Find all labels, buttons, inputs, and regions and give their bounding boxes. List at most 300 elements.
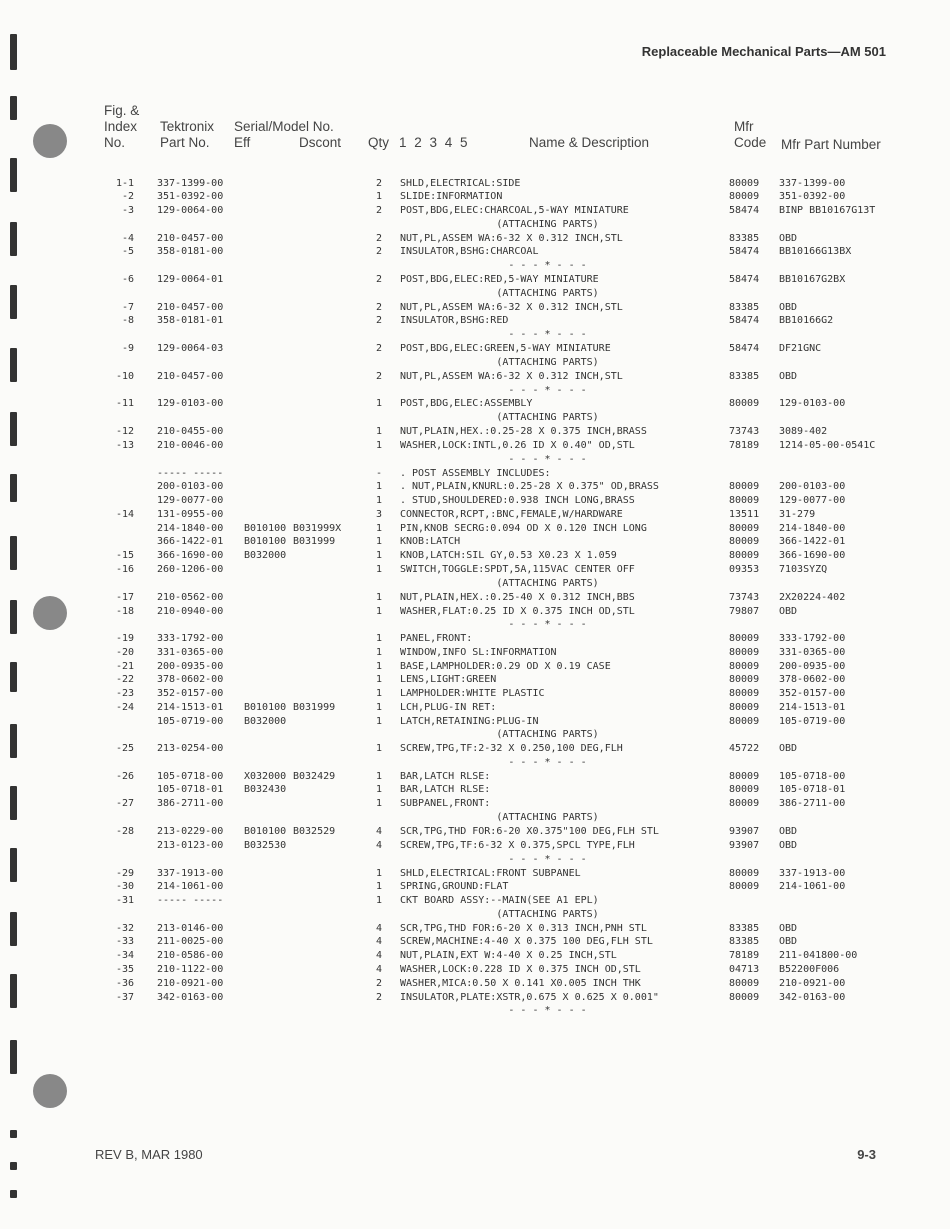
cell-mfrpart: OBD [779, 826, 798, 837]
col-head-qty: Qty [368, 135, 390, 150]
cell-part: ----- ----- [157, 468, 224, 479]
cell-qty: 1 [376, 606, 383, 617]
cell-part: 210-0940-00 [157, 606, 224, 617]
cell-name: POST,BDG,ELEC:RED,5-WAY MINIATURE [400, 274, 599, 285]
binder-mark [10, 1040, 17, 1074]
cell-name: WASHER,MICA:0.50 X 0.141 X0.005 INCH THK [400, 978, 641, 989]
cell-eff: B032430 [244, 784, 287, 795]
cell-qty: 2 [376, 315, 383, 326]
parts-row [0, 233, 950, 247]
cell-mfrpart: 351-0392-00 [779, 191, 846, 202]
parts-row [0, 371, 950, 385]
cell-part: 213-0254-00 [157, 743, 224, 754]
cell-qty: 2 [376, 992, 383, 1003]
cell-mfr: 80009 [729, 688, 760, 699]
cell-mfrpart: OBD [779, 923, 798, 934]
cell-mfr: 58474 [729, 315, 760, 326]
cell-fig: -15 [115, 550, 134, 561]
cell-part: 211-0025-00 [157, 936, 224, 947]
cell-part: 129-0064-01 [157, 274, 224, 285]
parts-row [0, 757, 950, 771]
cell-mfr: 93907 [729, 826, 760, 837]
cell-name: PANEL,FRONT: [400, 633, 473, 644]
parts-row [0, 881, 950, 895]
cell-fig: -10 [115, 371, 134, 382]
parts-row [0, 550, 950, 564]
cell-qty: - [376, 468, 383, 479]
cell-fig: -5 [121, 246, 134, 257]
cell-mfrpart: 366-1690-00 [779, 550, 846, 561]
cell-name: BASE,LAMPHOLDER:0.29 OD X 0.19 CASE [400, 661, 611, 672]
cell-eff: X032000 [244, 771, 287, 782]
cell-qty: 2 [376, 302, 383, 313]
cell-name: INSULATOR,PLATE:XSTR,0.675 X 0.625 X 0.001" [400, 992, 659, 1003]
cell-fig: -29 [115, 868, 134, 879]
cell-fig: -17 [115, 592, 134, 603]
cell-name: INSULATOR,BSHG:RED [400, 315, 509, 326]
parts-row [0, 909, 950, 923]
parts-row [0, 205, 950, 219]
cell-mfr: 83385 [729, 233, 760, 244]
parts-row [0, 606, 950, 620]
cell-qty: 1 [376, 633, 383, 644]
cell-part: 213-0123-00 [157, 840, 224, 851]
cell-qty: 1 [376, 688, 383, 699]
cell-qty: 1 [376, 647, 383, 658]
cell-part: 210-0455-00 [157, 426, 224, 437]
parts-row [0, 784, 950, 798]
cell-fig: -34 [115, 950, 134, 961]
parts-row [0, 868, 950, 882]
cell-eff: B032000 [244, 550, 287, 561]
col-head-name-description: Name & Description [529, 135, 650, 150]
parts-row [0, 468, 950, 482]
cell-mfr: 80009 [729, 178, 760, 189]
col-head-serial-model: Serial/Model No. [234, 119, 334, 134]
parts-row [0, 412, 950, 426]
cell-name: LCH,PLUG-IN RET: [400, 702, 497, 713]
cell-name: LATCH,RETAINING:PLUG-IN [400, 716, 539, 727]
cell-mfrpart: 210-0921-00 [779, 978, 846, 989]
cell-name: INSULATOR,BSHG:CHARCOAL [400, 246, 539, 257]
cell-mfr: 73743 [729, 592, 760, 603]
page-number: 9-3 [857, 1147, 876, 1162]
cell-mfrpart: OBD [779, 371, 798, 382]
cell-name: PIN,KNOB SECRG:0.094 OD X 0.120 INCH LONG [400, 523, 647, 534]
parts-row [0, 302, 950, 316]
cell-name: NUT,PLAIN,EXT W:4-40 X 0.25 INCH,STL [400, 950, 617, 961]
parts-row [0, 716, 950, 730]
cell-name: KNOB:LATCH [400, 536, 461, 547]
parts-row [0, 923, 950, 937]
col-head-mfr-part-number: Mfr Part Number [781, 137, 881, 152]
parts-row [0, 688, 950, 702]
cell-qty: 1 [376, 191, 383, 202]
cell-name: NUT,PL,ASSEM WA:6-32 X 0.312 INCH,STL [400, 371, 623, 382]
cell-qty: 4 [376, 936, 383, 947]
parts-row [0, 481, 950, 495]
cell-mfrpart: BB10167G2BX [779, 274, 846, 285]
cell-part: 342-0163-00 [157, 992, 224, 1003]
cell-name: (ATTACHING PARTS) [400, 812, 599, 823]
cell-fig: -22 [115, 674, 134, 685]
cell-name: SCREW,TPG,TF:6-32 X 0.375,SPCL TYPE,FLH [400, 840, 635, 851]
cell-name: SLIDE:INFORMATION [400, 191, 503, 202]
parts-row [0, 178, 950, 192]
parts-row [0, 674, 950, 688]
cell-fig: -12 [115, 426, 134, 437]
cell-qty: 1 [376, 868, 383, 879]
parts-row [0, 564, 950, 578]
cell-part: 210-0457-00 [157, 302, 224, 313]
cell-name: POST,BDG,ELEC:GREEN,5-WAY MINIATURE [400, 343, 611, 354]
cell-name: SPRING,GROUND:FLAT [400, 881, 509, 892]
cell-mfrpart: OBD [779, 302, 798, 313]
cell-mfrpart: OBD [779, 840, 798, 851]
cell-qty: 2 [376, 233, 383, 244]
cell-name: SHLD,ELECTRICAL:FRONT SUBPANEL [400, 868, 581, 879]
cell-name: NUT,PLAIN,HEX.:0.25-28 X 0.375 INCH,BRASS [400, 426, 647, 437]
cell-name: POST,BDG,ELEC:CHARCOAL,5-WAY MINIATURE [400, 205, 629, 216]
cell-name: NUT,PL,ASSEM WA:6-32 X 0.312 INCH,STL [400, 302, 623, 313]
col-head-fig-index [104, 103, 139, 151]
cell-mfr: 58474 [729, 205, 760, 216]
parts-row [0, 964, 950, 978]
cell-mfr: 80009 [729, 523, 760, 534]
col-head-line: Fig. & [104, 103, 140, 118]
cell-fig: -37 [115, 992, 134, 1003]
cell-mfr: 09353 [729, 564, 760, 575]
cell-qty: 1 [376, 881, 383, 892]
cell-mfr: 80009 [729, 784, 760, 795]
col-head-line: Tektronix [160, 119, 215, 134]
cell-mfrpart: 7103SYZQ [779, 564, 828, 575]
cell-part: 129-0077-00 [157, 495, 224, 506]
cell-eff: B010100 [244, 826, 287, 837]
revision-footer: REV B, MAR 1980 [95, 1147, 203, 1162]
cell-qty: 1 [376, 440, 383, 451]
parts-row [0, 398, 950, 412]
binder-mark [10, 96, 17, 120]
cell-fig: -27 [115, 798, 134, 809]
binder-mark [10, 1130, 17, 1138]
cell-eff: B010100 [244, 702, 287, 713]
cell-qty: 1 [376, 716, 383, 727]
parts-row [0, 274, 950, 288]
cell-name: BAR,LATCH RLSE: [400, 784, 491, 795]
cell-fig: -9 [121, 343, 134, 354]
cell-fig: -30 [115, 881, 134, 892]
cell-fig: -28 [115, 826, 134, 837]
cell-mfrpart: DF21GNC [779, 343, 822, 354]
cell-mfr: 80009 [729, 633, 760, 644]
cell-mfrpart: 2X20224-402 [779, 592, 846, 603]
cell-name: (ATTACHING PARTS) [400, 219, 599, 230]
parts-row [0, 592, 950, 606]
cell-qty: 4 [376, 950, 383, 961]
cell-part: 214-1840-00 [157, 523, 224, 534]
cell-qty: 1 [376, 661, 383, 672]
cell-mfr: 58474 [729, 343, 760, 354]
cell-fig: -8 [121, 315, 134, 326]
parts-row [0, 426, 950, 440]
cell-mfr: 80009 [729, 992, 760, 1003]
cell-mfr: 45722 [729, 743, 760, 754]
cell-fig: -3 [121, 205, 134, 216]
parts-row [0, 619, 950, 633]
cell-eff: B010100 [244, 523, 287, 534]
cell-name: - - - * - - - [400, 1005, 587, 1016]
cell-mfr: 80009 [729, 495, 760, 506]
cell-mfrpart: BB10166G13BX [779, 246, 852, 257]
cell-qty: 1 [376, 398, 383, 409]
col-head-dscont: Dscont [299, 135, 342, 150]
cell-qty: 1 [376, 426, 383, 437]
cell-mfrpart: BINP BB10167G13T [779, 205, 876, 216]
cell-qty: 1 [376, 798, 383, 809]
cell-qty: 1 [376, 702, 383, 713]
parts-row [0, 454, 950, 468]
parts-row [0, 246, 950, 260]
cell-part: 210-0457-00 [157, 371, 224, 382]
parts-row [0, 1005, 950, 1019]
parts-row [0, 895, 950, 909]
cell-qty: 2 [376, 205, 383, 216]
cell-qty: 1 [376, 481, 383, 492]
parts-row [0, 798, 950, 812]
cell-part: 200-0935-00 [157, 661, 224, 672]
cell-part: 210-0586-00 [157, 950, 224, 961]
parts-row [0, 992, 950, 1006]
cell-mfr: 80009 [729, 881, 760, 892]
cell-qty: 4 [376, 923, 383, 934]
parts-row [0, 840, 950, 854]
cell-name: - - - * - - - [400, 385, 587, 396]
cell-qty: 2 [376, 343, 383, 354]
cell-mfrpart: 1214-05-00-0541C [779, 440, 876, 451]
cell-part: 129-0103-00 [157, 398, 224, 409]
cell-part: 214-1061-00 [157, 881, 224, 892]
parts-row [0, 647, 950, 661]
cell-mfrpart: 3089-402 [779, 426, 828, 437]
cell-name: CONNECTOR,RCPT,:BNC,FEMALE,W/HARDWARE [400, 509, 623, 520]
cell-fig: -24 [115, 702, 134, 713]
cell-part: 351-0392-00 [157, 191, 224, 202]
cell-name: . STUD,SHOULDERED:0.938 INCH LONG,BRASS [400, 495, 635, 506]
cell-mfr: 80009 [729, 702, 760, 713]
cell-part: 129-0064-03 [157, 343, 224, 354]
cell-part: 210-0457-00 [157, 233, 224, 244]
cell-name: - - - * - - - [400, 260, 587, 271]
page-header-title: Replaceable Mechanical Parts—AM 501 [641, 44, 886, 59]
parts-row [0, 950, 950, 964]
cell-name: CKT BOARD ASSY:--MAIN(SEE A1 EPL) [400, 895, 599, 906]
parts-row [0, 702, 950, 716]
cell-dscont: B032529 [293, 826, 336, 837]
cell-qty: 2 [376, 978, 383, 989]
cell-fig: -7 [121, 302, 134, 313]
cell-qty: 1 [376, 771, 383, 782]
parts-row [0, 523, 950, 537]
cell-eff: B032530 [244, 840, 287, 851]
parts-row [0, 357, 950, 371]
parts-row [0, 633, 950, 647]
cell-part: 105-0719-00 [157, 716, 224, 727]
cell-qty: 1 [376, 895, 383, 906]
cell-mfrpart: OBD [779, 936, 798, 947]
parts-row [0, 315, 950, 329]
cell-fig: -4 [121, 233, 134, 244]
cell-mfrpart: 333-1792-00 [779, 633, 846, 644]
cell-mfrpart: 342-0163-00 [779, 992, 846, 1003]
cell-mfr: 80009 [729, 868, 760, 879]
cell-qty: 1 [376, 536, 383, 547]
cell-qty: 1 [376, 564, 383, 575]
cell-mfr: 73743 [729, 426, 760, 437]
cell-mfrpart: 366-1422-01 [779, 536, 846, 547]
col-head-line: Index [104, 119, 138, 134]
cell-mfrpart: 31-279 [779, 509, 816, 520]
cell-part: 386-2711-00 [157, 798, 224, 809]
cell-fig: -26 [115, 771, 134, 782]
cell-part: 214-1513-01 [157, 702, 224, 713]
cell-qty: 2 [376, 178, 383, 189]
cell-qty: 3 [376, 509, 383, 520]
cell-mfrpart: 105-0719-00 [779, 716, 846, 727]
cell-part: 366-1690-00 [157, 550, 224, 561]
parts-row [0, 260, 950, 274]
col-head-line: Code [734, 135, 767, 150]
parts-row [0, 812, 950, 826]
cell-part: 210-0046-00 [157, 440, 224, 451]
cell-qty: 2 [376, 371, 383, 382]
parts-row [0, 661, 950, 675]
parts-row [0, 495, 950, 509]
parts-row [0, 288, 950, 302]
cell-mfr: 80009 [729, 550, 760, 561]
cell-mfrpart: 214-1061-00 [779, 881, 846, 892]
cell-fig: 1-1 [115, 178, 134, 189]
parts-row [0, 440, 950, 454]
cell-part: 210-1122-00 [157, 964, 224, 975]
cell-qty: 2 [376, 246, 383, 257]
cell-name: SHLD,ELECTRICAL:SIDE [400, 178, 521, 189]
cell-fig: -13 [115, 440, 134, 451]
cell-mfrpart: 200-0103-00 [779, 481, 846, 492]
cell-dscont: B032429 [293, 771, 336, 782]
punch-hole [33, 1074, 67, 1108]
cell-part: 129-0064-00 [157, 205, 224, 216]
cell-fig: -6 [121, 274, 134, 285]
cell-mfrpart: BB10166G2 [779, 315, 834, 326]
cell-name: WASHER,LOCK:INTL,0.26 ID X 0.40" OD,STL [400, 440, 635, 451]
parts-row [0, 578, 950, 592]
cell-mfr: 83385 [729, 371, 760, 382]
cell-part: 337-1399-00 [157, 178, 224, 189]
cell-fig: -18 [115, 606, 134, 617]
cell-mfr: 80009 [729, 647, 760, 658]
cell-fig: -35 [115, 964, 134, 975]
cell-eff: B010100 [244, 536, 287, 547]
cell-name: - - - * - - - [400, 854, 587, 865]
cell-fig: -14 [115, 509, 134, 520]
parts-row [0, 936, 950, 950]
parts-row [0, 771, 950, 785]
cell-qty: 1 [376, 592, 383, 603]
cell-name: SWITCH,TOGGLE:SPDT,5A,115VAC CENTER OFF [400, 564, 635, 575]
cell-name: NUT,PLAIN,HEX.:0.25-40 X 0.312 INCH,BBS [400, 592, 635, 603]
cell-name: (ATTACHING PARTS) [400, 909, 599, 920]
parts-row [0, 329, 950, 343]
cell-mfr: 80009 [729, 978, 760, 989]
col-head-line: Part No. [160, 135, 210, 150]
cell-fig: -20 [115, 647, 134, 658]
cell-fig: -32 [115, 923, 134, 934]
cell-mfrpart: OBD [779, 743, 798, 754]
cell-name: SUBPANEL,FRONT: [400, 798, 491, 809]
cell-name: . NUT,PLAIN,KNURL:0.25-28 X 0.375" OD,BRASS [400, 481, 659, 492]
cell-mfrpart: 214-1840-00 [779, 523, 846, 534]
cell-fig: -21 [115, 661, 134, 672]
cell-mfrpart: 378-0602-00 [779, 674, 846, 685]
cell-name: SCREW,TPG,TF:2-32 X 0.250,100 DEG,FLH [400, 743, 623, 754]
cell-mfrpart: B52200F006 [779, 964, 840, 975]
binder-mark [10, 1190, 17, 1198]
cell-name: POST,BDG,ELEC:ASSEMBLY [400, 398, 533, 409]
cell-part: 105-0718-01 [157, 784, 224, 795]
cell-dscont: B031999 [293, 702, 336, 713]
cell-fig: -25 [115, 743, 134, 754]
cell-name: - - - * - - - [400, 454, 587, 465]
parts-row [0, 978, 950, 992]
cell-fig: -2 [121, 191, 134, 202]
cell-mfr: 83385 [729, 923, 760, 934]
cell-part: 337-1913-00 [157, 868, 224, 879]
cell-name: - - - * - - - [400, 329, 587, 340]
cell-qty: 4 [376, 840, 383, 851]
cell-mfrpart: 129-0103-00 [779, 398, 846, 409]
cell-name: - - - * - - - [400, 619, 587, 630]
cell-name: - - - * - - - [400, 757, 587, 768]
cell-part: 366-1422-01 [157, 536, 224, 547]
cell-part: 352-0157-00 [157, 688, 224, 699]
cell-part: 333-1792-00 [157, 633, 224, 644]
cell-mfr: 79807 [729, 606, 760, 617]
cell-mfr: 78189 [729, 950, 760, 961]
cell-mfrpart: 337-1399-00 [779, 178, 846, 189]
cell-part: 131-0955-00 [157, 509, 224, 520]
cell-qty: 1 [376, 523, 383, 534]
cell-mfr: 83385 [729, 302, 760, 313]
cell-mfr: 83385 [729, 936, 760, 947]
cell-name: SCR,TPG,THD FOR:6-20 X0.375"100 DEG,FLH STL [400, 826, 659, 837]
cell-mfr: 80009 [729, 481, 760, 492]
cell-name: SCR,TPG,THD FOR:6-20 X 0.313 INCH,PNH STL [400, 923, 647, 934]
parts-row [0, 729, 950, 743]
cell-mfr: 58474 [729, 246, 760, 257]
cell-name: (ATTACHING PARTS) [400, 578, 599, 589]
cell-part: 213-0229-00 [157, 826, 224, 837]
cell-mfrpart: OBD [779, 606, 798, 617]
cell-name: SCREW,MACHINE:4-40 X 0.375 100 DEG,FLH STL [400, 936, 653, 947]
cell-part: 105-0718-00 [157, 771, 224, 782]
parts-row [0, 509, 950, 523]
cell-mfr: 80009 [729, 661, 760, 672]
cell-name: (ATTACHING PARTS) [400, 288, 599, 299]
cell-mfr: 80009 [729, 398, 760, 409]
cell-mfrpart: OBD [779, 233, 798, 244]
cell-mfr: 78189 [729, 440, 760, 451]
